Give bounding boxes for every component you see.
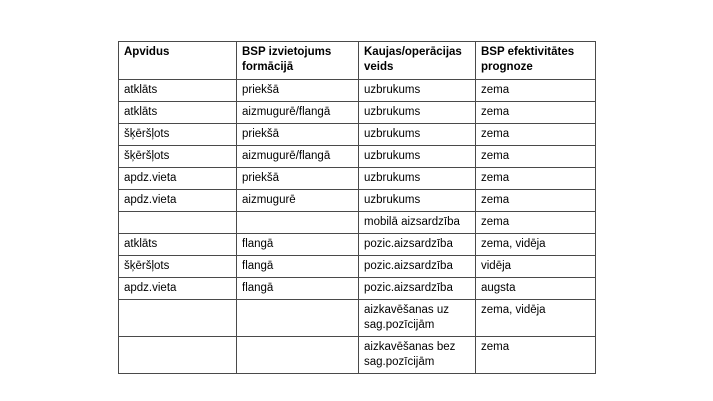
cell-forecast: zema [476,212,596,234]
cell-terrain: šķēršļots [119,146,237,168]
table-row [119,337,596,374]
table-row [119,256,596,278]
cell-forecast: zema [476,146,596,168]
cell-forecast: zema [476,168,596,190]
header-formation-position: BSP izvietojums formācijā [237,42,359,80]
cell-forecast: zema, vidēja [476,300,596,337]
header-operation-type: Kaujas/operācijas veids [359,42,476,80]
cell-terrain: apdz.vieta [119,168,237,190]
cell-forecast: zema [476,124,596,146]
cell-forecast: zema [476,102,596,124]
cell-position: flangā [237,278,359,300]
cell-terrain [119,300,237,337]
cell-forecast: zema [476,80,596,102]
cell-operation: aizkavēšanas uz sag.pozīcijām [359,300,476,337]
cell-operation: uzbrukums [359,80,476,102]
cell-operation: pozic.aizsardzība [359,234,476,256]
table-row [119,212,596,234]
cell-terrain: atklāts [119,234,237,256]
table-row [119,124,596,146]
table-header-row [119,42,596,80]
cell-operation: uzbrukums [359,124,476,146]
cell-position: aizmugurē [237,190,359,212]
table-row [119,168,596,190]
cell-terrain: šķēršļots [119,256,237,278]
cell-position: priekšā [237,80,359,102]
cell-operation: uzbrukums [359,102,476,124]
cell-forecast: zema [476,337,596,374]
cell-operation: mobilā aizsardzība [359,212,476,234]
cell-position [237,212,359,234]
table-row [119,190,596,212]
cell-terrain: apdz.vieta [119,278,237,300]
cell-position: priekšā [237,168,359,190]
effectiveness-table [118,41,596,374]
cell-operation: aizkavēšanas bez sag.pozīcijām [359,337,476,374]
cell-position: priekšā [237,124,359,146]
cell-position [237,337,359,374]
header-effectiveness-forecast: BSP efektivitātes prognoze [476,42,596,80]
cell-forecast: augsta [476,278,596,300]
cell-terrain [119,212,237,234]
table-row [119,278,596,300]
cell-operation: uzbrukums [359,168,476,190]
cell-terrain [119,337,237,374]
cell-terrain: apdz.vieta [119,190,237,212]
cell-position: aizmugurē/flangā [237,102,359,124]
table-row [119,80,596,102]
cell-terrain: šķēršļots [119,124,237,146]
table-row [119,234,596,256]
cell-position: flangā [237,234,359,256]
table-row [119,146,596,168]
cell-operation: uzbrukums [359,190,476,212]
cell-terrain: atklāts [119,80,237,102]
cell-position [237,300,359,337]
cell-forecast: vidēja [476,256,596,278]
cell-terrain: atklāts [119,102,237,124]
table-row [119,300,596,337]
cell-forecast: zema [476,190,596,212]
cell-forecast: zema, vidēja [476,234,596,256]
cell-position: flangā [237,256,359,278]
cell-operation: uzbrukums [359,146,476,168]
cell-position: aizmugurē/flangā [237,146,359,168]
header-terrain: Apvidus [119,42,237,80]
cell-operation: pozic.aizsardzība [359,278,476,300]
cell-operation: pozic.aizsardzība [359,256,476,278]
table-row [119,102,596,124]
